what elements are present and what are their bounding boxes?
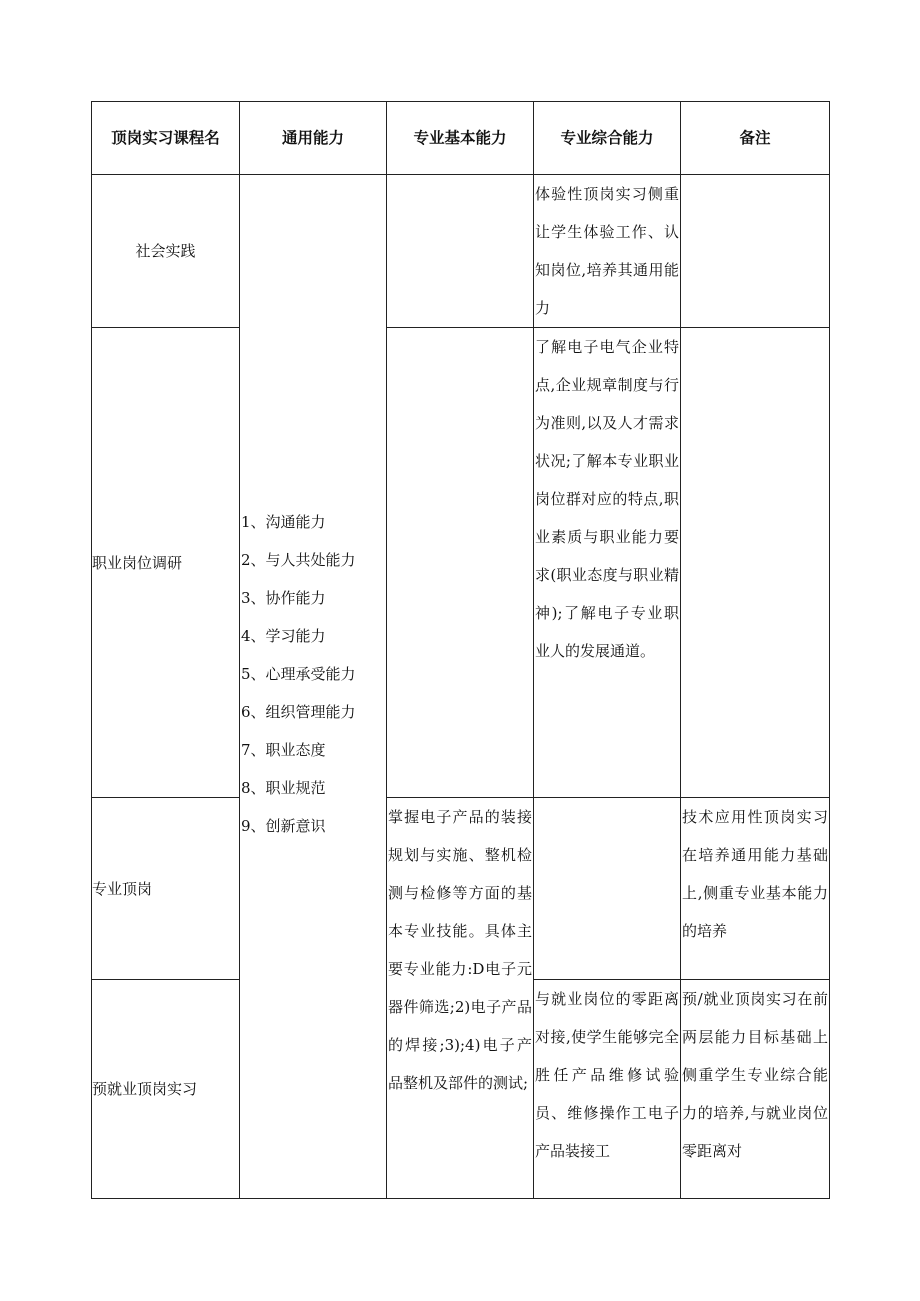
list-item: 6、组织管理能力 [241, 703, 356, 721]
list-item: 4、学习能力 [241, 627, 326, 645]
remarks-text: 预/就业顶岗实习在前两层能力目标基础上侧重学生专业综合能力的培养,与就业岗位零距离对 [682, 990, 828, 1160]
list-item: 9、创新意识 [241, 817, 326, 835]
comprehensive-cell [534, 980, 681, 1199]
basic-ability-empty-cell [387, 328, 534, 798]
list-item: 7、职业态度 [241, 741, 326, 759]
basic-ability-text: 掌握电子产品的装接规划与实施、整机检测与检修等方面的基本专业技能。具体主要专业能力:D电子元器件筛选;2)电子产品的焊接;3);4)电子产品整机及部件的测试; [388, 808, 532, 1092]
general-abilities-list [240, 503, 386, 845]
header-row [92, 102, 830, 175]
list-item: 3、协作能力 [241, 589, 326, 607]
list-item: 1、沟通能力 [241, 513, 326, 531]
remarks-empty-cell [681, 328, 830, 798]
comprehensive-text: 体验性顶岗实习侧重让学生体验工作、认知岗位,培养其通用能力 [535, 185, 679, 317]
course-professional-placement: 专业顶岗 [92, 798, 240, 980]
header-course-name: 顶岗实习课程名 [92, 102, 240, 175]
remarks-text: 技术应用性顶岗实习在培养通用能力基础上,侧重专业基本能力的培养 [682, 808, 828, 940]
course-social-practice: 社会实践 [92, 175, 240, 328]
course-job-research: 职业岗位调研 [92, 328, 240, 798]
internship-ability-table [91, 101, 830, 1199]
comprehensive-empty-cell [534, 798, 681, 980]
list-item: 8、职业规范 [241, 779, 326, 797]
comprehensive-text: 与就业岗位的零距离对接,使学生能够完全胜任产品维修试验员、维修操作工电子产品装接工 [535, 990, 679, 1160]
basic-ability-empty-cell [387, 175, 534, 328]
table-row [92, 798, 830, 980]
list-item: 2、与人共处能力 [241, 551, 356, 569]
basic-ability-cell [387, 798, 534, 1199]
remarks-cell [681, 980, 830, 1199]
course-pre-employment-internship: 预就业顶岗实习 [92, 980, 240, 1199]
comprehensive-cell [534, 328, 681, 798]
remarks-cell [681, 798, 830, 980]
comprehensive-cell [534, 175, 681, 328]
header-basic-ability: 专业基本能力 [387, 102, 534, 175]
table-row [92, 328, 830, 798]
list-item: 5、心理承受能力 [241, 665, 356, 683]
header-remarks: 备注 [681, 102, 830, 175]
header-general-ability: 通用能力 [240, 102, 387, 175]
remarks-empty-cell [681, 175, 830, 328]
comprehensive-text: 了解电子电气企业特点,企业规章制度与行为准则,以及人才需求状况;了解本专业职业岗位群对应的特点,职业素质与职业能力要求(职业态度与职业精神);了解电子专业职业人的发展通道。 [535, 338, 679, 660]
table-row [92, 175, 830, 328]
general-abilities-cell [240, 175, 387, 1199]
header-comprehensive-ability: 专业综合能力 [534, 102, 681, 175]
